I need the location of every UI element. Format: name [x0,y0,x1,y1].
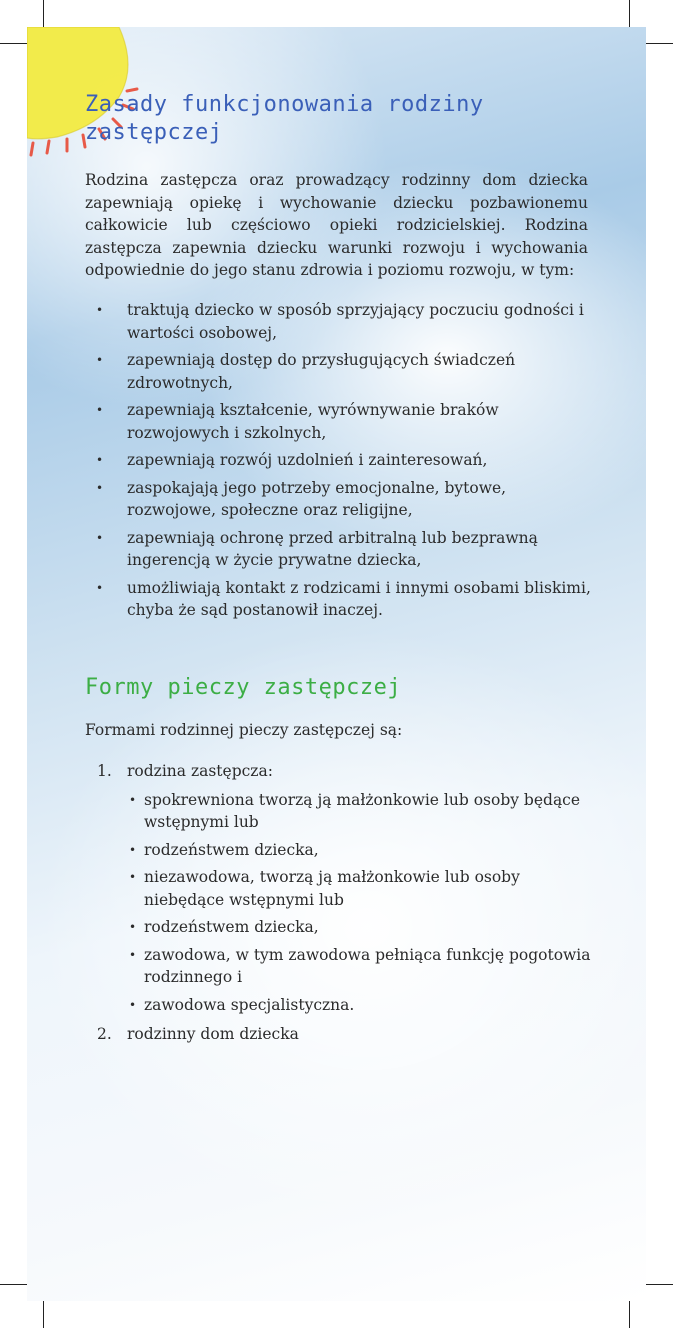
crop-mark [643,1284,673,1285]
section-intro-forms: Formami rodzinnej pieczy zastępczej są: [85,721,403,739]
list-item: • zaspokajają jego potrzeby emocjonalne, bytowe, rozwojowe, społeczne oraz religijne, [85,477,595,522]
list-item: • zapewniają rozwój uzdolnień i zainteresowań, [85,449,595,472]
list-item: • umożliwiają kontakt z rodzicami i innymi osobami bliskimi, chyba że sąd postanowił inaczej. [85,577,595,622]
list-item: • zawodowa specjalistyczna. [127,994,595,1017]
list-item: • traktują dziecko w sposób sprzyjający poczuciu godności i wartości osobowej, [85,299,595,344]
section-intro-rules: Rodzina zastępcza oraz prowadzący rodzinny dom dziecka zapewniają opiekę i wychowanie dziecku pozbawionemu całkowicie lub częściowo opieki rodzicielskiej. Rodzina zastępcza zapewnia dziecku warunki rozwoju i wychowania odpowiednie do jego stanu zdrowia i poziomu rozwoju, w tym: [85,171,588,279]
list-item: • zapewniają dostęp do przysługujących świadczeń zdrowotnych, [85,349,595,394]
list-item: • zapewniają ochronę przed arbitralną lub bezprawną ingerencją w życie prywatne dziecka, [85,527,595,572]
list-item: • rodzeństwem dziecka, [127,916,595,939]
numbered-item [85,1023,595,1046]
forms-numbered-list [85,760,595,1053]
section-title-rules: Zasady funkcjonowania rodziny zastępczej [85,92,484,145]
item-number: 2. [97,1025,112,1043]
list-item: • niezawodowa, tworzą ją małżonkowie lub osoby niebędące wstępnymi lub [127,866,595,911]
numbered-item [85,760,595,1016]
list-item: • spokrewniona tworzą ją małżonkowie lub osoby będące wstępnymi lub [127,789,595,834]
crop-mark [629,1298,630,1328]
section-title-forms: Formy pieczy zastępczej [85,675,402,700]
rules-bullet-list [85,299,595,627]
crop-mark [0,43,30,44]
crop-mark [629,0,630,30]
crop-mark [643,43,673,44]
item-label: rodzina zastępcza: [127,762,273,780]
list-item: • zawodowa, w tym zawodowa pełniąca funkcję pogotowia rodzinnego i [127,944,595,989]
leaflet-page [27,27,646,1301]
list-item: • rodzeństwem dziecka, [127,839,595,862]
list-item: • zapewniają kształcenie, wyrównywanie braków rozwojowych i szkolnych, [85,399,595,444]
crop-mark [43,0,44,30]
item-label: rodzinny dom dziecka [127,1025,299,1043]
crop-mark [43,1298,44,1328]
crop-mark [0,1284,30,1285]
item-number: 1. [97,762,112,780]
sub-bullet-list [127,789,595,1017]
